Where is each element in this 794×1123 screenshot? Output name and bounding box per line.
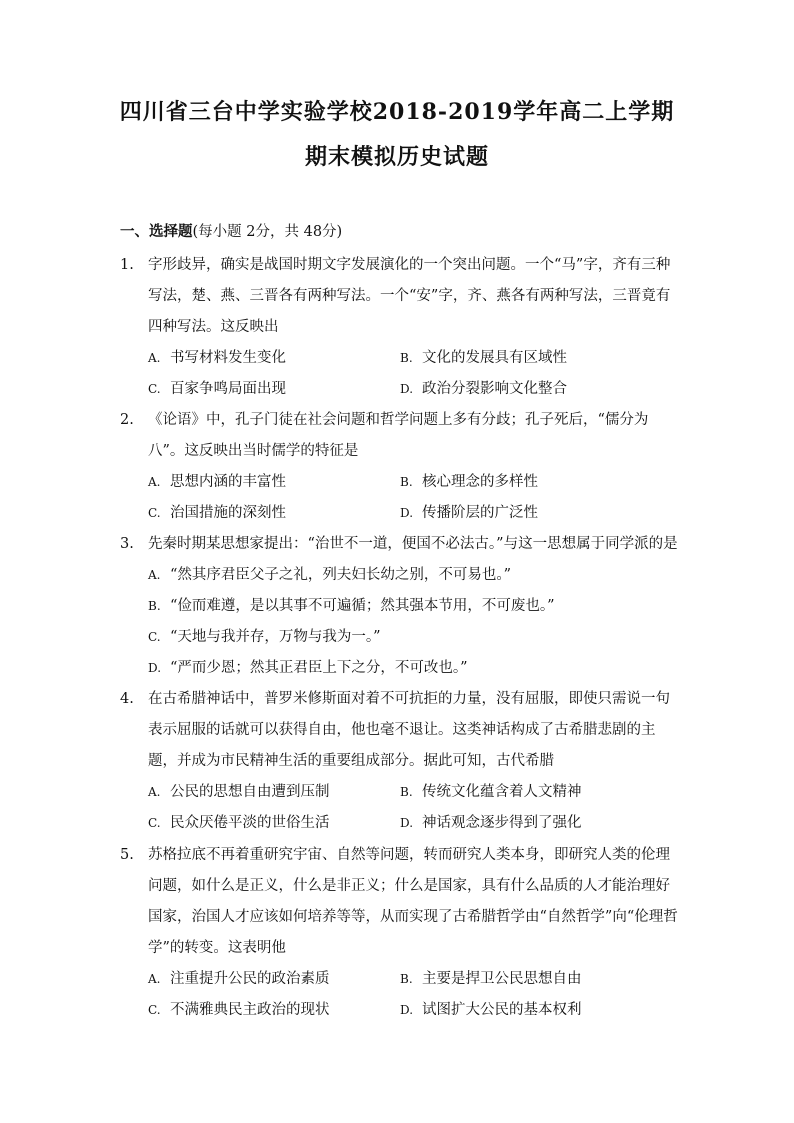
question-number: 5. [120, 847, 134, 863]
options [148, 560, 680, 684]
question-5 [120, 840, 680, 1026]
option-b: B. “俭而难遵，是以其事不可遍循；然其强本节用，不可废也。” [148, 598, 555, 614]
question-3 [120, 529, 680, 684]
question-stem: 苏格拉底不再着重研究宇宙、自然等问题，转而研究人类本身，即研究人类的伦理问题，如什么是正义，什么是非正义；什么是国家，具有什么品质的人才能治理好国家，治国人才应该如何培养等等，从而实现了古希腊哲学由“自然哲学”向“伦理哲学”的转变。这表明他 [148, 847, 678, 956]
option-b: B. 文化的发展具有区域性 [400, 350, 567, 366]
option-b: B. 核心理念的多样性 [400, 474, 538, 490]
options [148, 343, 680, 405]
options [148, 467, 680, 529]
options [148, 964, 680, 1026]
option-b: B. 传统文化蕴含着人文精神 [400, 784, 582, 800]
option-c: C. 民众厌倦平淡的世俗生活 [148, 815, 330, 831]
section-title: 一、选择题 [120, 223, 193, 240]
question-stem: 在古希腊神话中，普罗米修斯面对着不可抗拒的力量，没有屈服，即使只需说一句表示屈服的话就可以获得自由，他也毫不退让。这类神话构成了古希腊悲剧的主题，并成为市民精神生活的重要组成部分。据此可知，古代希腊 [148, 691, 670, 769]
option-d: D. 神话观念逐步得到了强化 [400, 815, 582, 831]
option-c: C. 百家争鸣局面出现 [148, 381, 286, 397]
section-note: (每小题 2分，共 48分) [192, 224, 343, 240]
option-c: C. 治国措施的深刻性 [148, 505, 286, 521]
option-a: A. 注重提升公民的政治素质 [148, 971, 330, 987]
option-d: D. 政治分裂影响文化整合 [400, 381, 567, 397]
option-a: A. 思想内涵的丰富性 [148, 474, 286, 490]
question-stem: 先秦时期某思想家提出：“治世不一道，便国不必法古。”与这一思想属于同学派的是 [148, 536, 678, 552]
question-number: 2. [120, 412, 134, 428]
question-2 [120, 405, 680, 529]
question-number: 4. [120, 691, 134, 707]
option-d: D. 试图扩大公民的基本权利 [400, 1002, 582, 1018]
question-4 [120, 684, 680, 839]
option-c: C. “天地与我并存，万物与我为一。” [148, 629, 381, 645]
option-d: D. “严而少恩；然其正君臣上下之分，不可改也。” [148, 660, 468, 676]
question-number: 3. [120, 536, 134, 552]
question-number: 1. [120, 257, 134, 273]
option-b: B. 主要是捍卫公民思想自由 [400, 971, 582, 987]
section-heading [120, 220, 342, 241]
option-a: A. 书写材料发生变化 [148, 350, 286, 366]
option-d: D. 传播阶层的广泛性 [400, 505, 538, 521]
options [148, 777, 680, 839]
option-a: A. “然其序君臣父子之礼，列夫妇长幼之别，不可易也。” [148, 567, 512, 583]
question-stem: 字形歧异，确实是战国时期文字发展演化的一个突出问题。一个“马”字，齐有三种写法，楚、燕、三晋各有两种写法。一个“安”字，齐、燕各有两种写法，三晋竟有四种写法。这反映出 [148, 257, 671, 335]
option-a: A. 公民的思想自由遭到压制 [148, 784, 330, 800]
document-title-line2: 期末模拟历史试题 [304, 144, 489, 170]
question-stem: 《论语》中，孔子门徒在社会问题和哲学问题上多有分歧；孔子死后，“儒分为八”。这反映出当时儒学的特征是 [148, 412, 649, 459]
option-c: C. 不满雅典民主政治的现状 [148, 1002, 330, 1018]
document-title-line1: 四川省三台中学实验学校2018-2019学年高二上学期 [119, 99, 675, 125]
question-1 [120, 250, 680, 405]
